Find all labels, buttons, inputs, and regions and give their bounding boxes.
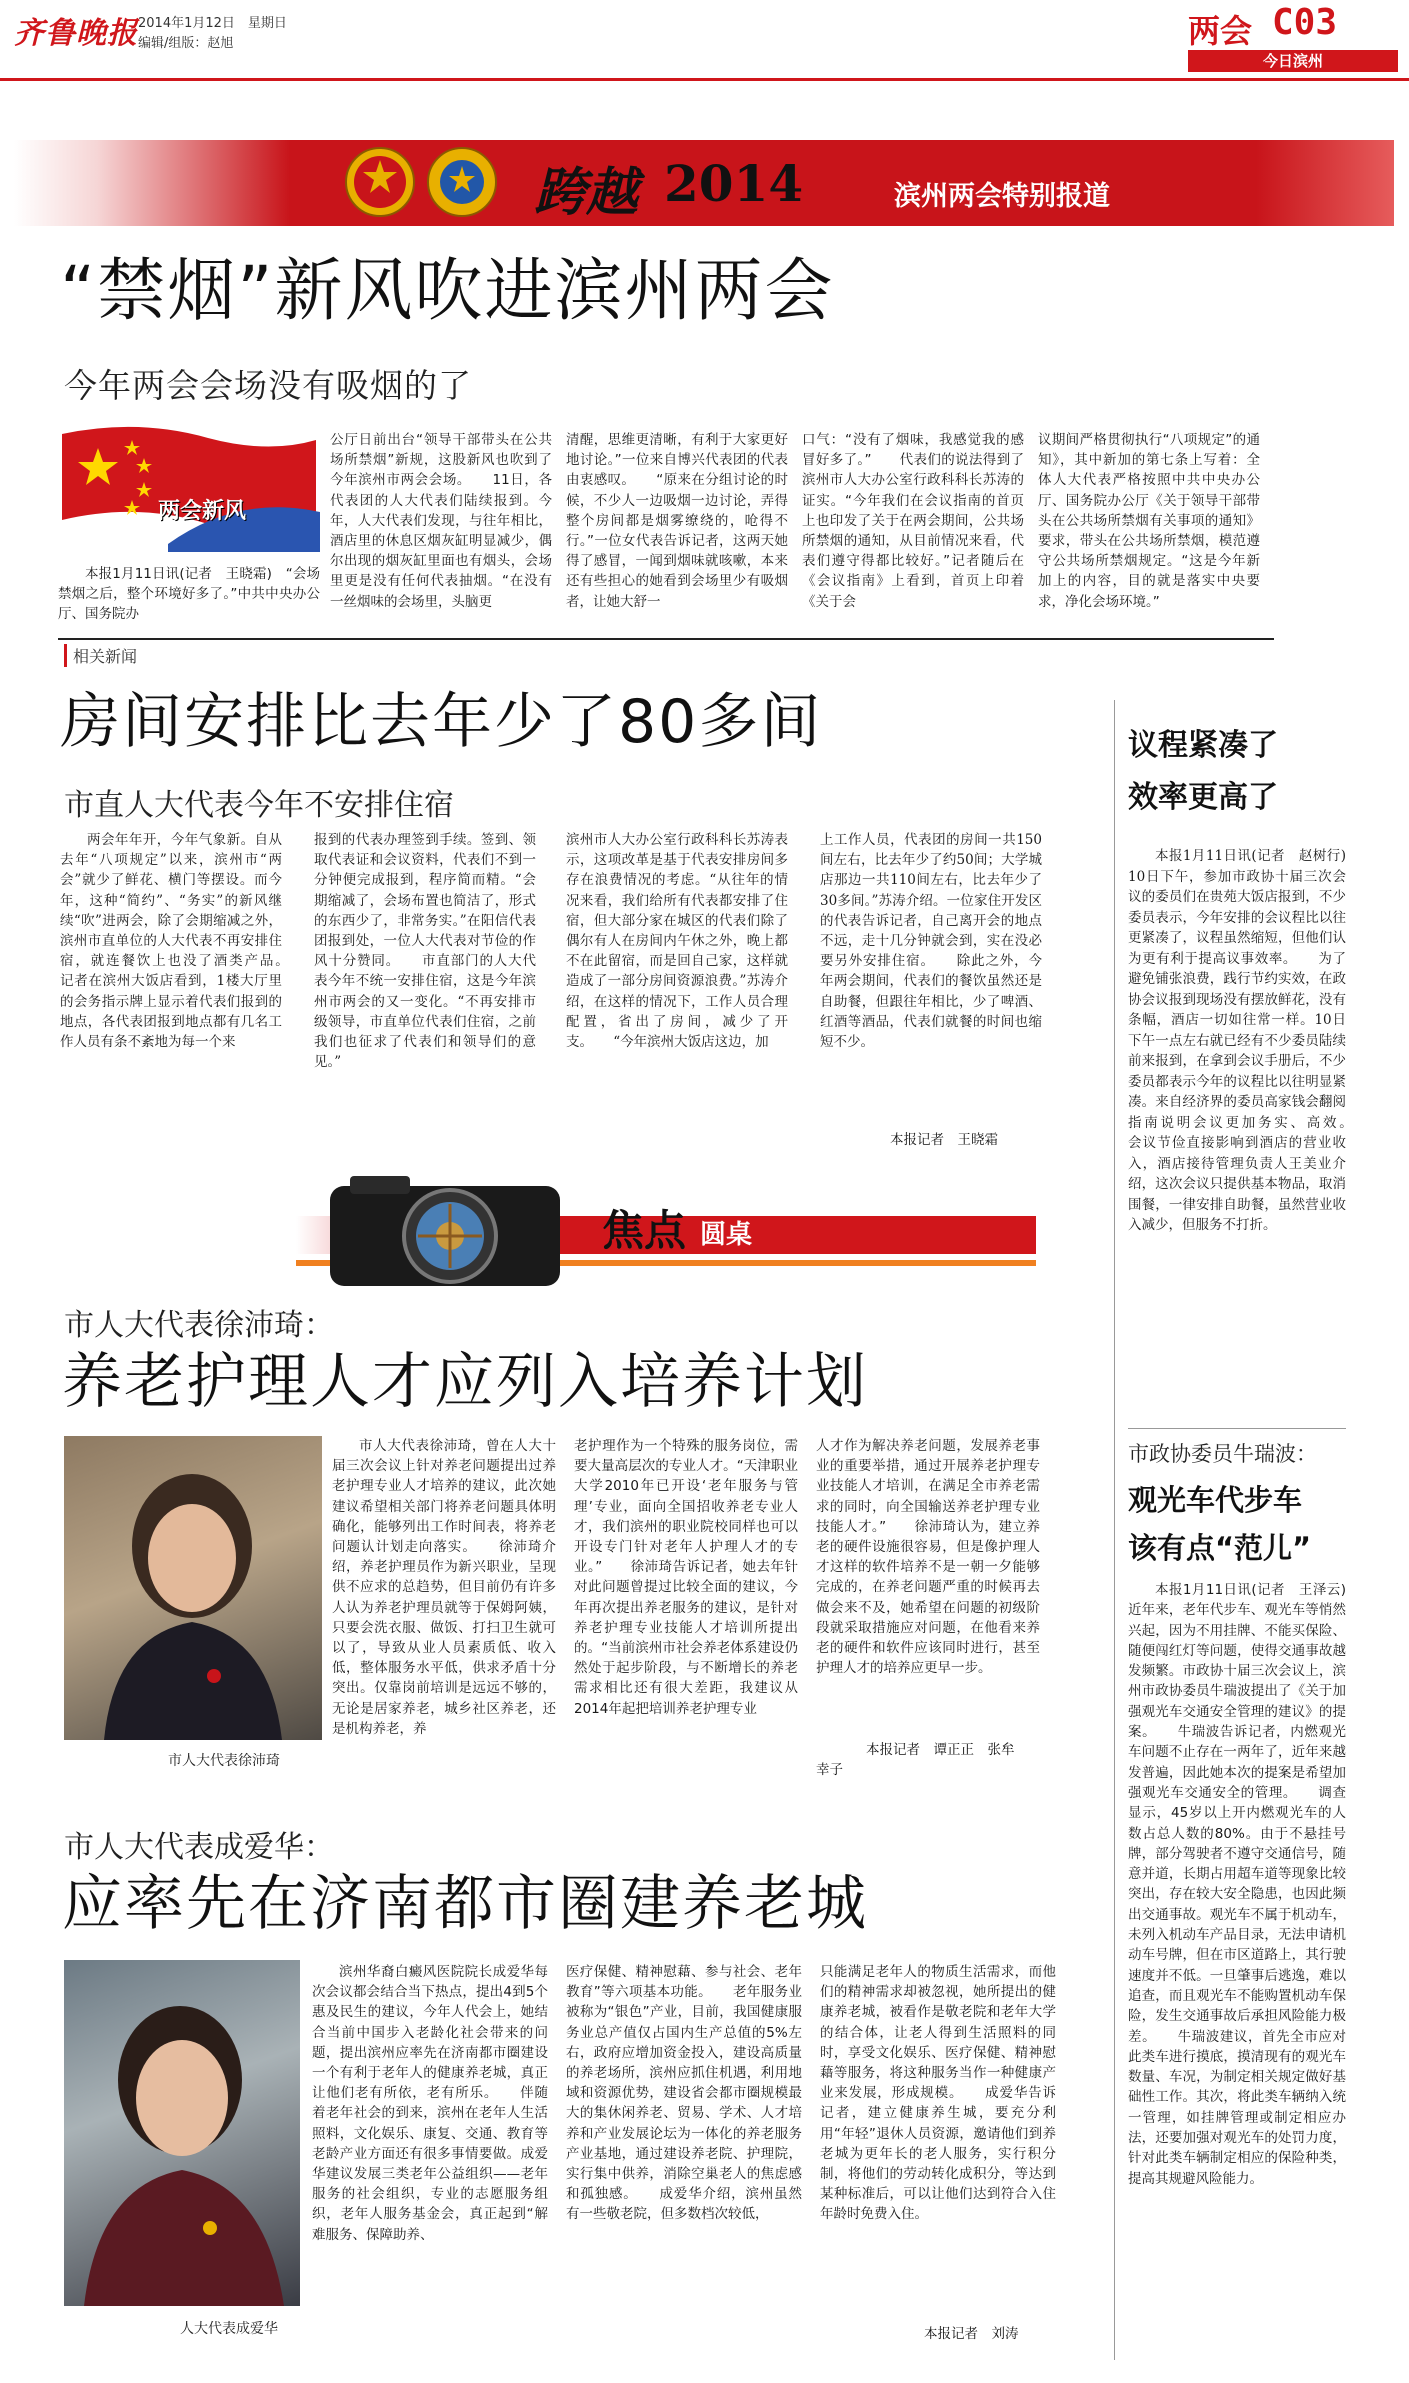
xu-col-2-text: 老护理作为一个特殊的服务岗位，需要大量高层次的专业人才。“天津职业大学2010年已开设‘老年服务与管理’专业，面向全国招收养老专业人才，我们滨州的职业院校同样也可以开设专门针对老年人护理人才的专业。” 徐沛琦告诉记者，她去年针对此问题曾提过比较全面的建议，今年再次提出养老服务的建议，是针对养老护理专业技能人才培训所提出的。“当前滨州市社会养老体系建设仍然处于起步阶段，与不断增长的养老需求相比还有很大差距，我建议从2014年起把培训养老护理专业 bbox=[574, 1438, 798, 1717]
xu-photo-caption: 市人大代表徐沛琦 bbox=[168, 1753, 280, 1769]
niu-headline-2: 该有点“范儿” bbox=[1128, 1531, 1312, 1565]
xu-photo bbox=[64, 1436, 322, 1740]
niu-top-rule bbox=[1128, 1428, 1346, 1429]
party-emblem-icon bbox=[344, 146, 416, 218]
banner-subtitle: 滨州两会特别报道 bbox=[894, 181, 1110, 212]
lead-col-2-text: 公厅日前出台“领导干部带头在公共场所禁烟”新规，这股新风也吹到了今年滨州市两会会场。 11日，各代表团的人大代表们陆续报到。今年，人大代表们发现，与往年相比，酒店里的休息区烟灰缸明显减少，偶尔出现的烟灰缸里面也有烟头，会场里更是没有任何代表抽烟。“在没有一丝烟味的会场里，头脑更 bbox=[330, 432, 552, 610]
masthead bbox=[0, 0, 1409, 92]
rooms-headline: 房间安排比去年少了80多间 bbox=[60, 687, 823, 757]
lead-subheadline: 今年两会会场没有吸烟的了 bbox=[64, 366, 472, 405]
xu-headline: 养老护理人才应列入培养计划 bbox=[62, 1347, 868, 1417]
rooms-col-3-text: 滨州市人大办公室行政科科长苏涛表示，这项改革是基于代表安排房间多存在浪费情况的考虑。“从往年的情况来看，我们给所有代表都安排了住宿，但大部分家在城区的代表们除了偶尔有人在房间内午休之外，晚上都不在此留宿，而是回自己家，这样就造成了一部分房间资源浪费。”苏涛介绍，在这样的情况下，工作人员合理配置，省出了房间，减少了开支。 “今年滨州大饭店这边，加 bbox=[566, 832, 788, 1051]
cheng-col-3-text: 只能满足老年人的物质生活需求，而他们的精神需求却被忽视，她所提出的健康养老城，被看作是敬老院和老年大学的结合体，让老人得到生活照料的同时，享受文化娱乐、医疗保健、精神慰藉等服务，将这种服务当作一种健康产业来发展，形成规模。 成爱华告诉记者，建立健康养生城，要充分利用“年轻”退休人员资源，邀请他们到养老城为更年长的老人服务，实行积分制，将他们的劳动转化成积分，等达到某种标准后，可以让他们达到符合入住年龄时免费入住。 bbox=[820, 1964, 1056, 2223]
cheng-col-1 bbox=[312, 1962, 548, 2354]
cheng-byline: 本报记者 刘涛 bbox=[924, 2326, 1019, 2342]
rooms-col-1 bbox=[60, 830, 309, 1152]
cheng-photo bbox=[64, 1960, 300, 2306]
portrait-photo-icon bbox=[64, 1436, 322, 1740]
banner-calligraphy: 跨越 bbox=[534, 162, 639, 223]
lead-headline: “禁烟”新风吹进滨州两会 bbox=[60, 252, 835, 331]
xu-byline-2: 幸子 bbox=[816, 1762, 843, 1778]
cppcc-emblem-icon bbox=[426, 146, 498, 218]
sidebar-first-headline-1: 议程紧凑了 bbox=[1128, 728, 1278, 763]
page-number: C03 bbox=[1272, 2, 1338, 43]
lead-col-5-text: 议期间严格贯彻执行“八项规定”的通知》，其中新加的第七条上写着：全体人大代表严格按照中共中央办公厅、国务院办公厅《关于领导干部带头在公共场所禁烟有关事项的通知》要求，带头在公共场所禁烟，模范遵守公共场所禁烟规定。“这是今年新加上的内容，目的就是落实中央要求，净化会场环境。” bbox=[1038, 432, 1260, 610]
flag-badge bbox=[58, 424, 320, 552]
niu-headline-1: 观光车代步车 bbox=[1128, 1483, 1303, 1517]
rooms-col-2 bbox=[314, 830, 536, 1152]
focus-title: 焦点 bbox=[602, 1206, 687, 1255]
paper-logo: 齐鲁晚报 bbox=[14, 16, 138, 51]
xu-col-3-text: 人才作为解决养老问题，发展养老事业的重要举措，通过开展养老护理专业技能人才培训，在满足全市养老需求的同时，向全国输送养老护理专业技能人才。” 徐沛琦认为，建立养老的硬件设施很容易，但是像护理人才这样的软件培养不是一朝一夕能够完成的，在养老问题严重的时候再去做会来不及，她希望在问题的初级阶段就采取措施应对问题，在他看来养老的硬件和软件应该同时进行，甚至护理人才的培养应更早一步。 bbox=[816, 1438, 1040, 1677]
rooms-col-3 bbox=[566, 830, 788, 1152]
focus-banner bbox=[296, 1176, 1036, 1286]
xu-kicker: 市人大代表徐沛琦： bbox=[64, 1308, 334, 1343]
editor-line: 编辑/组版：赵旭 bbox=[138, 36, 234, 51]
cheng-kicker: 市人大代表成爱华： bbox=[64, 1830, 334, 1865]
flag-badge-label: 两会新风 bbox=[158, 499, 247, 524]
masthead-rule bbox=[0, 78, 1409, 81]
xu-col-3 bbox=[816, 1436, 1040, 1738]
rooms-col-4-text: 上工作人员，代表团的房间一共150间左右，比去年少了约50间；大学城店那边一共110间左右，比去年少了30多间。”苏涛介绍。一位家住开发区的代表告诉记者，自己离开会的地点不远，走十几分钟就会到，实在没必要另外安排住宿。 除此之外，今年两会期间，代表们的餐饮虽然还是自助餐，但跟往年相比，少了啤酒、红酒等酒品，代表们就餐的时间也缩短不少。 bbox=[820, 832, 1042, 1051]
sidebar-first-headline-2: 效率更高了 bbox=[1128, 780, 1278, 815]
national-flag-icon bbox=[58, 424, 320, 552]
cheng-col-2-text: 医疗保健、精神慰藉、参与社会、老年教育”等六项基本功能。 老年服务业被称为“银色”产业，目前，我国健康服务业总产值仅占国内生产总值的5%左右，政府应增加资金投入，建设高质量的养老场所，滨州应抓住机遇，利用地域和资源优势，建设省会都市圈规模最大的集休闲养老、贸易、学术、人才培养和产业发展论坛为一体化的养老服务产业基地，通过建设养老院、护理院，实行集中供养，消除空巢老人的焦虑感和孤独感。 成爱华介绍，滨州虽然有一些敬老院，但多数档次较低， bbox=[566, 1964, 802, 2223]
cheng-col-3 bbox=[820, 1962, 1056, 2314]
lead-col-5 bbox=[1038, 430, 1260, 626]
date-line: 2014年1月12日 星期日 bbox=[138, 16, 287, 31]
portrait-photo-icon bbox=[64, 1960, 300, 2306]
lead-bottom-rule bbox=[58, 638, 1274, 640]
focus-subtitle: 圆桌 bbox=[700, 1220, 753, 1250]
lead-col-3 bbox=[566, 430, 788, 626]
cheng-col-2 bbox=[566, 1962, 802, 2354]
section-name: 两会 bbox=[1188, 12, 1253, 50]
related-news-label: 相关新闻 bbox=[64, 644, 137, 667]
xu-col-1 bbox=[332, 1436, 556, 1776]
cheng-photo-caption: 人大代表成爱华 bbox=[180, 2321, 278, 2337]
rooms-col-4 bbox=[820, 830, 1042, 1114]
rooms-col-2-text: 报到的代表办理签到手续。签到、领取代表证和会议资料，代表们不到一分钟便完成报到，程序简而精。“会期缩减了，会场布置也简洁了，形式的东西少了，非常务实。”在阳信代表团报到处，一位人大代表对节俭的作风十分赞同。 市直部门的人大代表今年不统一安排住宿，这是今年滨州市两会的又一变化。“不再安排市级领导，市直单位代表们住宿，之前我们也征求了代表们和领导们的意见。” bbox=[314, 832, 536, 1071]
rooms-byline: 本报记者 王晓霜 bbox=[890, 1132, 998, 1148]
lead-col-1 bbox=[58, 564, 320, 624]
sidebar-first-text: 本报1月11日讯(记者 赵树行) 10日下午，参加市政协十届三次会议的委员们在贵苑大饭店报到，不少委员表示，今年安排的会议程比以往更紧凑了，议程虽然缩短，但他们认为更有利于提高议事效率。 为了避免铺张浪费，践行节约实效，在政协会议报到现场没有摆放鲜花，没有条幅，酒店一切如往常一样。10日下午一点左右就已经有不少委员陆续前来报到，在拿到会议手册后，不少委员都表示今年的议程比以往明显紧凑。来自经济界的委员高家钱会翻阅指南说明会议更加务实、高效。 会议节俭直接影响到酒店的营业收入，酒店接待管理负责人王美业介绍，这次会议只提供基本物品，取消围餐，一律安排自助餐，虽然营业收入减少，但服务不打折。 bbox=[1128, 848, 1373, 1233]
sidebar-divider bbox=[1114, 700, 1115, 2360]
lead-col-4-text: 口气：“没有了烟味，我感觉我的感冒好多了。” 代表们的说法得到了滨州市人大办公室行政科科长苏涛的证实。“今年我们在会议指南的首页上也印发了关于在两会期间，公共场所禁烟的通知，从目前情况来看，代表们遵守得都比较好。”记者随后在《会议指南》上看到，首页上印着《关于会 bbox=[802, 432, 1024, 610]
lead-col-4 bbox=[802, 430, 1024, 626]
niu-body-text: 本报1月11日讯(记者 王泽云) 近年来，老年代步车、观光车等悄然兴起，因为不用挂牌、不能买保险、随便闯红灯等问题，使得交通事故越发频繁。市政协十届三次会议上，滨州市政协委员牛瑞波提出了《关于加强观光车交通安全管理的建议》的提案。 牛瑞波告诉记者，内燃观光车问题不止存在一两年了，近年来越发普遍，因此她本次的提案是希望加强观光车交通安全的管理。 调查显示，45岁以上开内燃观光车的人数占总人数的80%。由于不悬挂号牌，部分驾驶者不遵守交通信号，随意并道，长期占用超车道等现象比较突出，存在较大安全隐患，也因此频出交通事故。观光车不属于机动车，未列入机动车产品目录，无法申请机动车号牌，但在市区道路上，其行驶速度并不低。一旦肇事后逃逸，难以追查，而且观光车不能购置机动车保险，发生交通事故后承担风险能力极差。 牛瑞波建议，首先全市应对此类车进行摸底，摸清现有的观光车数量、车况，为制定相关规定做好基础性工作。其次，将此类车辆纳入统一管理，如挂牌管理或制定相应办法，还要加强对观光车的处罚力度，针对此类车辆制定相应的保险种类，提高其规避风险能力。 bbox=[1128, 1582, 1360, 2187]
lead-col-1-text: 本报1月11日讯(记者 王晓霜) “会场禁烟之后，整个环境好多了。”中共中央办公厅、国务院办 bbox=[58, 566, 320, 623]
rooms-col-1-text: 两会年年开，今年气象新。自从去年“八项规定”以来，滨州市“两会”就少了鲜花、横门等摆设。而今年，这种“简约”、“务实”的新风继续“吹”进两会，除了会期缩减之外，滨州市直单位的人大代表不再安排住宿，就连餐饮上也没了酒类产品。 记者在滨州大饭店看到，1楼大厅里的会务指示牌上显示着代表们报到的地点，各代表团报到地点都有几名工作人员有条不紊地为每一个来 bbox=[60, 832, 309, 1051]
special-report-banner bbox=[14, 140, 1394, 226]
xu-col-1-text: 市人大代表徐沛琦，曾在人大十届三次会议上针对养老问题提出过养老护理专业人才培养的建议，此次她建议希望相关部门将养老问题具体明确化，能够列出工作时间表，将养老问题认计划走向落实。 徐沛琦介绍，养老护理员作为新兴职业，呈现供不应求的总趋势，但目前仍有许多人认为养老护理员就等于保姆阿姨，只要会洗衣服、做饭、打扫卫生就可以了，导致从业人员素质低、收入低，整体服务水平低，供求矛盾十分突出。仅靠岗前培训是远远不够的，无论是居家养老，城乡社区养老，还是机构养老，养 bbox=[332, 1438, 556, 1737]
cheng-col-1-text: 滨州华裔白癜风医院院长成爱华每次会议都会结合当下热点，提出4到5个惠及民生的建议，今年人代会上，她结合当前中国步入老龄化社会带来的问题，提出滨州应率先在济南都市圈建设一个有利于老年人的健康养老城，真正让他们老有所依，老有所乐。 伴随着老年社会的到来，滨州在老年人生活照料，文化娱乐、康复、交通、教育等老龄产业方面还有很多事情要做。成爱华建议发展三类老年公益组织——老年服务的社会组织，专业的志愿服务组织，老年人服务基金会，真正起到“解难服务、保障助养、 bbox=[312, 1964, 548, 2243]
lead-col-2 bbox=[330, 430, 552, 626]
lead-col-3-text: 清醒，思维更清晰，有利于大家更好地讨论。”一位来自博兴代表团的代表由衷感叹。 “原来在分组讨论的时候，不少人一边吸烟一边讨论，弄得整个房间都是烟雾缭绕的，呛得不行。”一位女代表告诉记者，这两天她得了感冒，一闻到烟味就咳嗽，本来还有些担心的她看到会场里少有吸烟者，让她大舒一 bbox=[566, 432, 788, 610]
cheng-headline: 应率先在济南都市圈建养老城 bbox=[62, 1869, 868, 1939]
niu-body bbox=[1128, 1580, 1360, 2370]
subsection-bar bbox=[1188, 50, 1398, 72]
subsection-label: 今日滨州 bbox=[1262, 52, 1323, 70]
camera-icon bbox=[330, 1176, 560, 1286]
banner-year: 2014 bbox=[664, 154, 804, 213]
rooms-subheadline: 市直人大代表今年不安排住宿 bbox=[64, 788, 454, 823]
niu-kicker: 市政协委员牛瑞波： bbox=[1128, 1442, 1317, 1466]
xu-byline: 本报记者 谭正正 张牟 bbox=[866, 1742, 1015, 1758]
xu-col-2 bbox=[574, 1436, 798, 1776]
sidebar-first-body bbox=[1128, 846, 1373, 1416]
